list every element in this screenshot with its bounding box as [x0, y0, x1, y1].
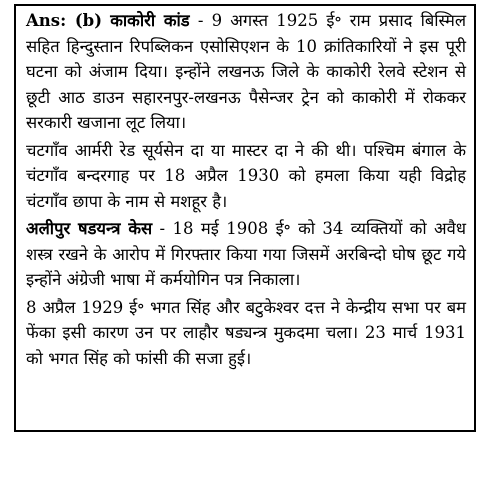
paragraph-kakori: [26, 8, 466, 136]
answer-prefix: Ans: (b): [26, 11, 103, 30]
answer-box: [14, 4, 476, 432]
text-alipur: - 18 मई 1908 ई॰ को 34 व्यक्तियों को अवैध शस्त्र रखने के आरोप में गिरफ्तार किया गया जिसमें अरबिन्दो घोष छूट गये इन्होंने अंग्रेजी भाषा में कर्मयोगिन पत्र निकाला।: [26, 219, 466, 289]
heading-alipur: अलीपुर षडयन्त्र केस: [26, 219, 153, 238]
text-chittagong: चटगाँव आर्मरी रेड सूर्यसेन दा या मास्टर दा ने की थी। पश्चिम बंगाल के चंटगाँव बन्दरगाह पर 18 अप्रैल 1930 को हमला किया यही विद्रोह चंटगाँव छापा के नाम से मशहूर है।: [26, 140, 466, 211]
paragraph-bhagat-singh: [26, 295, 466, 372]
paragraph-alipur: [26, 216, 466, 293]
paragraph-chittagong: [26, 138, 466, 215]
heading-kakori: काकोरी कांड: [110, 11, 190, 30]
text-bhagat-singh: 8 अप्रैल 1929 ई॰ भगत सिंह और बटुकेश्वर दत्त ने केन्द्रीय सभा पर बम फेंका इसी कारण उन पर लाहौर षड्यन्त्र मुकदमा चला। 23 मार्च 1931 को भगत सिंह को फांसी की सजा हुई।: [26, 297, 466, 368]
text-kakori: - 9 अगस्त 1925 ई॰ राम प्रसाद बिस्मिल सहित हिन्दुस्तान रिपब्लिकन एसोसिएशन के 10 क्रांतिकारियों ने इस पूरी घटना को अंजाम दिया। इन्होंने लखनऊ जिले के काकोरी रेलवे स्टेशन से छूटी आठ डाउन सहारनपुर-लखनऊ पैसेन्जर ट्रेन को काकोरी में रोककर सरकारी खजाना लूट लिया।: [26, 11, 467, 132]
